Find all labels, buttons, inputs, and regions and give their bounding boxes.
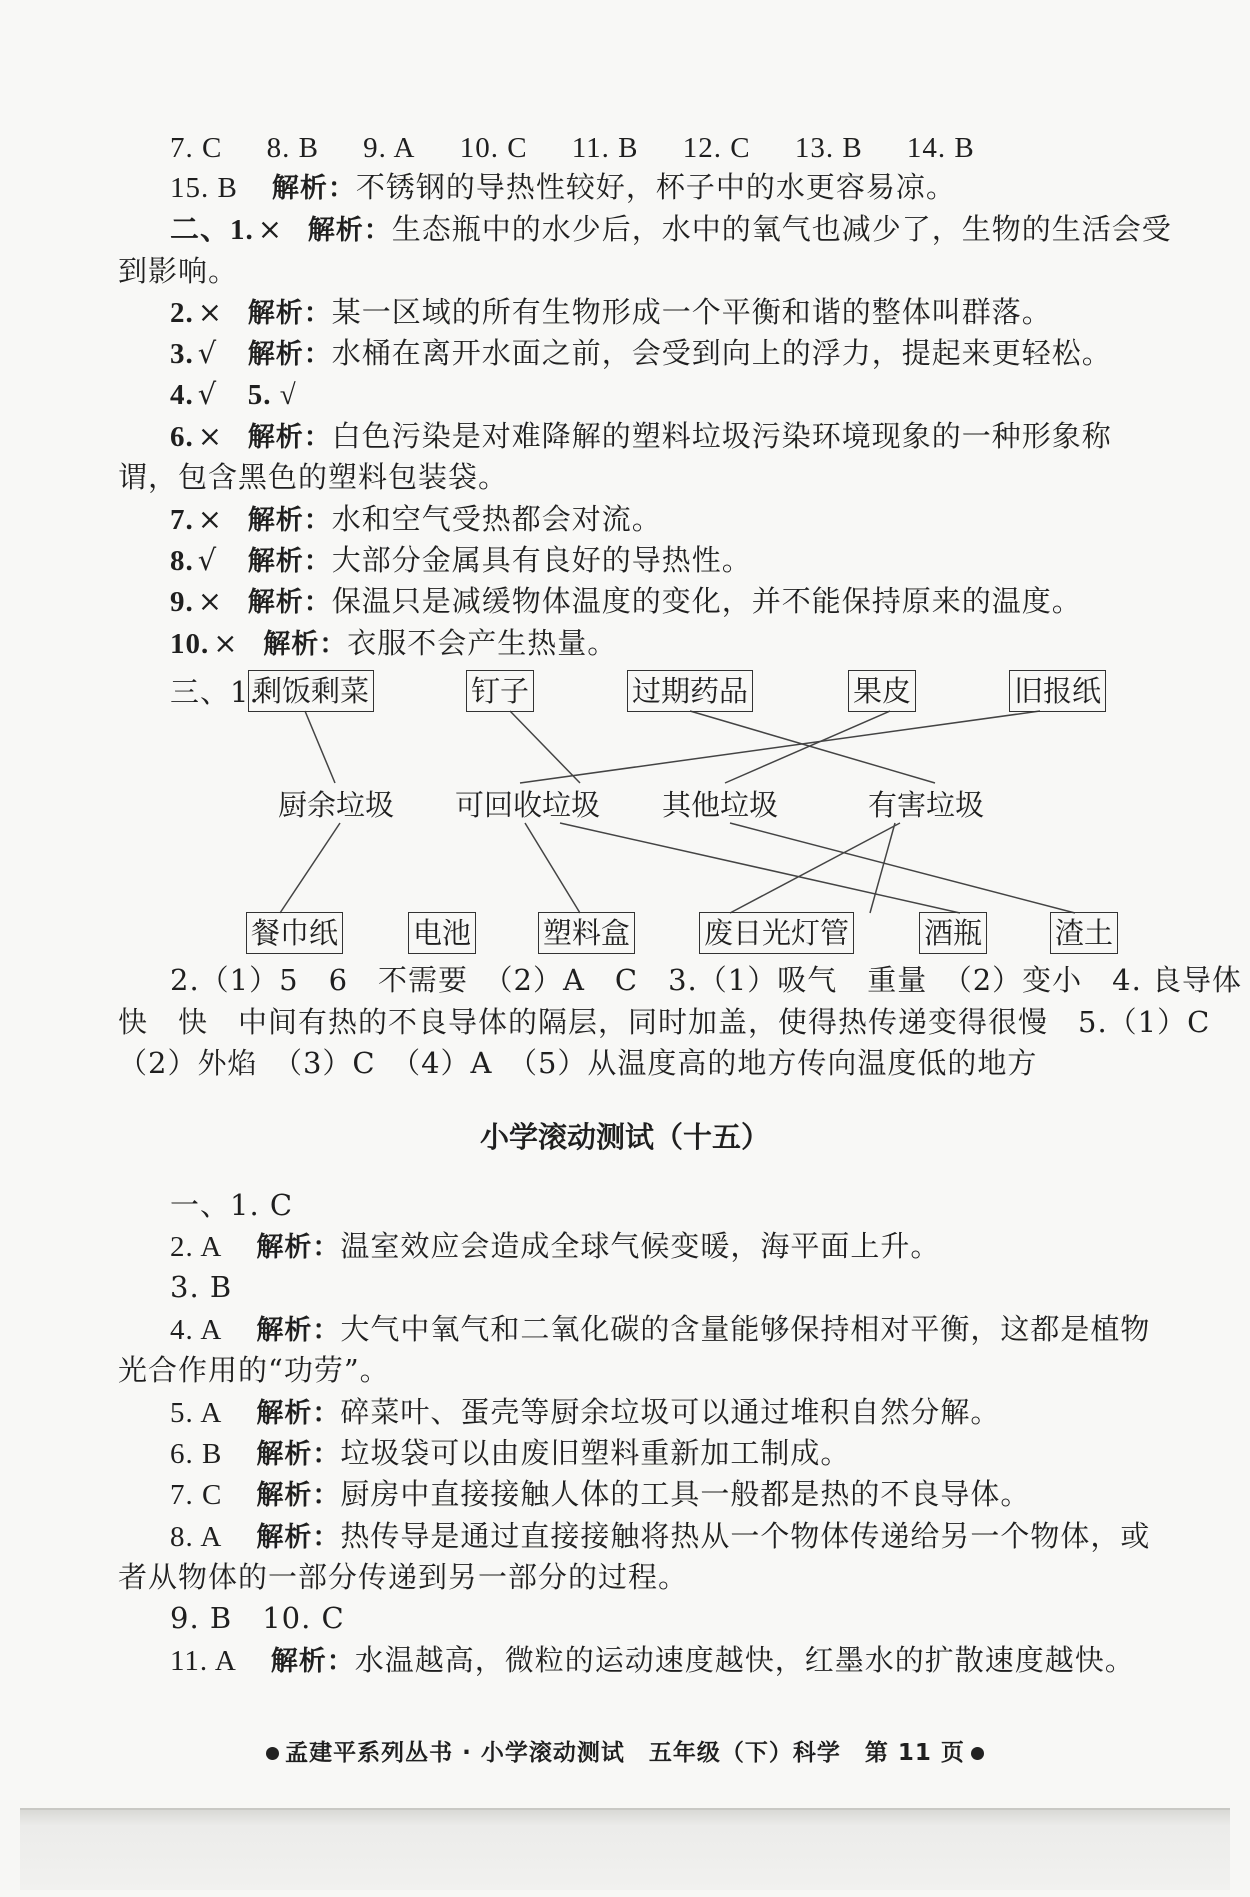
- item-fruit-peel: 果皮: [848, 670, 916, 712]
- category-other-waste: 其他垃圾: [662, 788, 779, 822]
- analysis-text: 厨房中直接接触人体的工具一般都是热的不良导体。: [340, 1477, 1031, 1511]
- answer-7: 7. C: [170, 132, 223, 164]
- analysis-text: 白色污染是对难降解的塑料垃圾污染环境现象的一种形象称: [331, 419, 1112, 453]
- question-num: 7. C: [170, 1479, 223, 1511]
- scan-edge: [20, 1808, 1230, 1890]
- answer-14: 14. B: [906, 132, 975, 164]
- test15-q8: [170, 1517, 1150, 1557]
- analysis-label: 解析：: [247, 298, 332, 329]
- analysis-label: 解析：: [256, 1232, 341, 1263]
- answer-12: 12. C: [682, 132, 751, 164]
- test15-q4: [170, 1310, 1150, 1350]
- item-dirt: 渣土: [1050, 912, 1118, 954]
- item-nails: 钉子: [466, 670, 534, 712]
- judge-num: 6.: [170, 421, 194, 453]
- judge-num: 4.: [170, 379, 194, 411]
- judge-mark: √: [197, 336, 218, 370]
- analysis-text: 大部分金属具有良好的导热性。: [331, 543, 752, 577]
- item-old-newspaper: 旧报纸: [1009, 670, 1106, 712]
- part3-q2-line2: 快 快 中间有热的不良导体的隔层，同时加盖，使得热传递变得很慢 5.（1）C: [118, 1005, 1211, 1039]
- category-hazardous: 有害垃圾: [868, 788, 985, 822]
- question-num: 2. A: [170, 1231, 223, 1263]
- analysis-text: 水桶在离开水面之前，会受到向上的浮力，提起来更轻松。: [331, 336, 1112, 370]
- judge-5: 5. √: [247, 379, 297, 411]
- question-num: 4. A: [170, 1314, 223, 1346]
- test15-q3: 3. B: [170, 1270, 233, 1304]
- test15-q6: [170, 1434, 850, 1474]
- test15-q5: [170, 1393, 1000, 1433]
- item-expired-medicine: 过期药品: [627, 670, 753, 712]
- analysis-label: 解析：: [270, 1646, 355, 1677]
- analysis-label: 解析：: [247, 505, 332, 536]
- footer-text: 孟建平系列丛书 · 小学滚动测试 五年级（下）科学 第 11 页: [285, 1740, 965, 1766]
- judge-6-cont: 谓，包含黑色的塑料包装袋。: [118, 460, 509, 494]
- link-line: [510, 711, 580, 783]
- bullet-icon: [971, 1747, 984, 1760]
- question-num: 5. A: [170, 1397, 223, 1429]
- analysis-text: 保温只是减缓物体温度的变化，并不能保持原来的温度。: [331, 584, 1082, 618]
- judge-mark: ×: [197, 502, 224, 536]
- test15-q11: [170, 1641, 1135, 1681]
- question-num: 11. A: [170, 1645, 237, 1677]
- link-line: [690, 711, 935, 783]
- analysis-text: 水和空气受热都会对流。: [331, 502, 662, 536]
- analysis-label: 解析：: [247, 422, 332, 453]
- answer-10: 10. C: [459, 132, 528, 164]
- analysis-label: 解析：: [307, 215, 392, 246]
- analysis-text: 大气中氧气和二氧化碳的含量能够保持相对平衡，这都是植物: [340, 1312, 1151, 1346]
- question-num: 6. B: [170, 1438, 223, 1470]
- analysis-text: 碎菜叶、蛋壳等厨余垃圾可以通过堆积自然分解。: [340, 1395, 1001, 1429]
- answer-8: 8. B: [266, 132, 319, 164]
- page-footer: [0, 1734, 1250, 1767]
- judge-mark: ×: [213, 626, 239, 660]
- judge-mark: ×: [197, 584, 224, 618]
- section-title: 小学滚动测试（十五）: [479, 1120, 770, 1154]
- analysis-text: 水温越高，微粒的运动速度越快，红墨水的扩散速度越快。: [354, 1643, 1135, 1677]
- analysis-label: 解析：: [263, 629, 348, 660]
- category-kitchen-waste: 厨余垃圾: [278, 788, 395, 822]
- item-bottle: 酒瓶: [919, 912, 987, 954]
- answer-15-num: 15. B: [170, 172, 238, 204]
- analysis-label: 解析：: [256, 1522, 341, 1553]
- test15-q4-cont: 光合作用的“功劳”。: [118, 1353, 390, 1387]
- analysis-text: 某一区域的所有生物形成一个平衡和谐的整体叫群落。: [331, 295, 1052, 329]
- analysis-text: 生态瓶中的水少后，水中的氧气也减少了，生物的生活会受: [391, 212, 1172, 246]
- analysis-text: 衣服不会产生热量。: [347, 626, 618, 660]
- link-line: [725, 711, 890, 783]
- item-battery: 电池: [408, 912, 476, 954]
- test15-q7: [170, 1475, 1030, 1515]
- answer-9: 9. A: [363, 132, 416, 164]
- analysis-label: 解析：: [256, 1398, 341, 1429]
- answer-13: 13. B: [794, 132, 863, 164]
- judge-mark: ×: [197, 295, 224, 329]
- link-line: [525, 823, 580, 913]
- judge-mark: √: [197, 377, 218, 411]
- answer-11: 11. B: [571, 132, 639, 164]
- question-num: 8. A: [170, 1521, 223, 1553]
- analysis-label: 解析：: [256, 1480, 341, 1511]
- test15-q8-cont: 者从物体的一部分传递到另一部分的过程。: [118, 1560, 689, 1594]
- judge-num: 8.: [170, 545, 194, 577]
- part3-num: 三、1.: [170, 675, 260, 709]
- test15-q2: [170, 1227, 940, 1267]
- analysis-label: 解析：: [247, 339, 332, 370]
- link-line: [520, 711, 1040, 783]
- analysis-text: 垃圾袋可以由废旧塑料重新加工制成。: [340, 1436, 851, 1470]
- judge-num: 二、1.: [170, 214, 254, 246]
- judge-num: 7.: [170, 504, 194, 536]
- analysis-label: 解析：: [256, 1439, 341, 1470]
- judge-mark: √: [197, 543, 218, 577]
- link-line: [305, 711, 335, 783]
- judge-num: 9.: [170, 586, 194, 618]
- judge-1-cont: 到影响。: [118, 254, 239, 288]
- judge-mark: ×: [197, 419, 224, 453]
- test15-q9-10: 9. B 10. C: [170, 1601, 345, 1635]
- part3-q2-line1: 2.（1）5 6 不需要 （2）A C 3.（1）吸气 重量 （2）变小 4. 良导体: [170, 963, 1243, 997]
- analysis-label: 解析：: [256, 1315, 341, 1346]
- analysis-label: 解析：: [247, 546, 332, 577]
- analysis-text: 温室效应会造成全球气候变暖，海平面上升。: [340, 1229, 941, 1263]
- category-recyclable: 可回收垃圾: [455, 788, 601, 822]
- item-leftover-food: 剩饭剩菜: [248, 670, 374, 712]
- judge-num: 3.: [170, 338, 194, 370]
- item-napkin: 餐巾纸: [246, 912, 343, 954]
- test15-q1: 一、1. C: [170, 1188, 294, 1222]
- bullet-icon: [266, 1747, 279, 1760]
- analysis-label: 解析：: [247, 587, 332, 618]
- analysis-label: 解析：: [271, 173, 356, 204]
- part3-q2-line3: （2）外焰 （3）C （4）A （5）从温度高的地方传向温度低的地方: [118, 1046, 1038, 1080]
- analysis-text: 热传导是通过直接接触将热从一个物体传递给另一个物体，或: [340, 1519, 1151, 1553]
- judge-num: 2.: [170, 297, 194, 329]
- judge-num: 10.: [170, 628, 210, 660]
- item-plastic-box: 塑料盒: [538, 912, 635, 954]
- link-line: [280, 823, 340, 913]
- analysis-text: 不锈钢的导热性较好，杯子中的水更容易凉。: [355, 170, 956, 204]
- judge-mark: ×: [257, 212, 284, 246]
- item-fluorescent-tube: 废日光灯管: [699, 912, 854, 954]
